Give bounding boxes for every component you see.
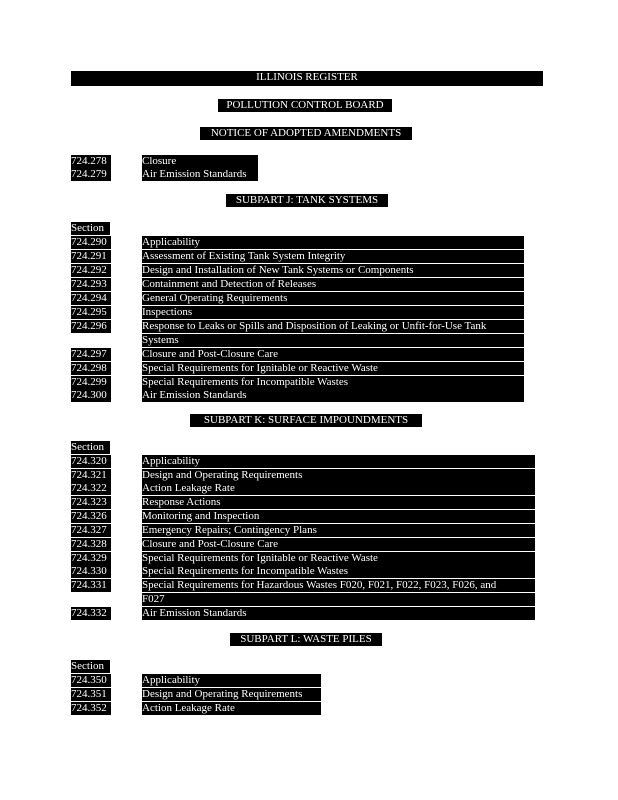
section-number: 724.292: [71, 264, 111, 277]
subpart-heading: SUBPART J: TANK SYSTEMS: [226, 194, 388, 207]
header-rule: [71, 84, 543, 86]
section-title: Applicability: [142, 236, 524, 249]
section-label: Section: [71, 222, 110, 235]
section-number: 724.352: [71, 702, 111, 715]
section-number: 724.321: [71, 469, 111, 482]
section-number: 724.323: [71, 496, 111, 509]
section-title: Closure and Post-Closure Care: [142, 348, 524, 361]
section-title: Special Requirements for Incompatible Wastes: [142, 565, 535, 578]
section-title: Air Emission Standards: [142, 168, 258, 181]
section-label: Section: [71, 660, 110, 673]
section-title: Monitoring and Inspection: [142, 510, 535, 523]
section-number: 724.330: [71, 565, 111, 578]
section-title: Closure and Post-Closure Care: [142, 538, 535, 551]
section-title: Applicability: [142, 674, 321, 687]
section-title: Special Requirements for Ignitable or Reactive Waste: [142, 552, 535, 565]
section-title: Action Leakage Rate: [142, 702, 321, 715]
section-label: Section: [71, 441, 110, 454]
section-number: 724.327: [71, 524, 111, 537]
subpart-heading: SUBPART L: WASTE PILES: [230, 633, 382, 646]
section-title: Response Actions: [142, 496, 535, 509]
section-number: 724.279: [71, 168, 111, 181]
section-number: 724.296: [71, 320, 111, 333]
section-number: 724.278: [71, 155, 111, 168]
section-number: 724.332: [71, 607, 111, 620]
section-number: 724.351: [71, 688, 111, 701]
section-number: 724.326: [71, 510, 111, 523]
section-number: 724.320: [71, 455, 111, 468]
section-title: Assessment of Existing Tank System Integrity: [142, 250, 524, 263]
section-title: Action Leakage Rate: [142, 482, 535, 495]
section-title: Special Requirements for Ignitable or Reactive Waste: [142, 362, 524, 375]
section-title: Emergency Repairs; Contingency Plans: [142, 524, 535, 537]
section-title: Applicability: [142, 455, 535, 468]
section-title: Containment and Detection of Releases: [142, 278, 524, 291]
register-title: ILLINOIS REGISTER: [256, 71, 358, 83]
section-title: Design and Installation of New Tank Systems or Components: [142, 264, 524, 277]
section-number: 724.294: [71, 292, 111, 305]
section-number: 724.290: [71, 236, 111, 249]
section-title: Special Requirements for Incompatible Wastes: [142, 376, 524, 389]
board-name: POLLUTION CONTROL BOARD: [218, 99, 392, 112]
section-number: 724.331: [71, 579, 111, 592]
section-title: Response to Leaks or Spills and Disposition of Leaking or Unfit-for-Use Tank: [142, 320, 524, 333]
section-title: Design and Operating Requirements: [142, 688, 321, 701]
section-title-continuation: F027: [142, 593, 535, 606]
section-title: Air Emission Standards: [142, 607, 535, 620]
section-number: 724.298: [71, 362, 111, 375]
section-title: Design and Operating Requirements: [142, 469, 535, 482]
section-title: Inspections: [142, 306, 524, 319]
section-number: 724.297: [71, 348, 111, 361]
section-number: 724.322: [71, 482, 111, 495]
section-number: 724.350: [71, 674, 111, 687]
section-number: 724.299: [71, 376, 111, 389]
section-number: 724.291: [71, 250, 111, 263]
section-number: 724.295: [71, 306, 111, 319]
register-title-bar: [71, 71, 543, 84]
notice-title: NOTICE OF ADOPTED AMENDMENTS: [200, 127, 412, 140]
section-title-continuation: Systems: [142, 334, 524, 347]
section-title: General Operating Requirements: [142, 292, 524, 305]
subpart-heading: SUBPART K: SURFACE IMPOUNDMENTS: [190, 414, 422, 427]
section-number: 724.300: [71, 389, 111, 402]
section-title: Air Emission Standards: [142, 389, 524, 402]
section-title: Special Requirements for Hazardous Wastes F020, F021, F022, F023, F026, and: [142, 579, 535, 592]
section-number: 724.329: [71, 552, 111, 565]
section-title: Closure: [142, 155, 258, 168]
section-number: 724.293: [71, 278, 111, 291]
section-number: 724.328: [71, 538, 111, 551]
